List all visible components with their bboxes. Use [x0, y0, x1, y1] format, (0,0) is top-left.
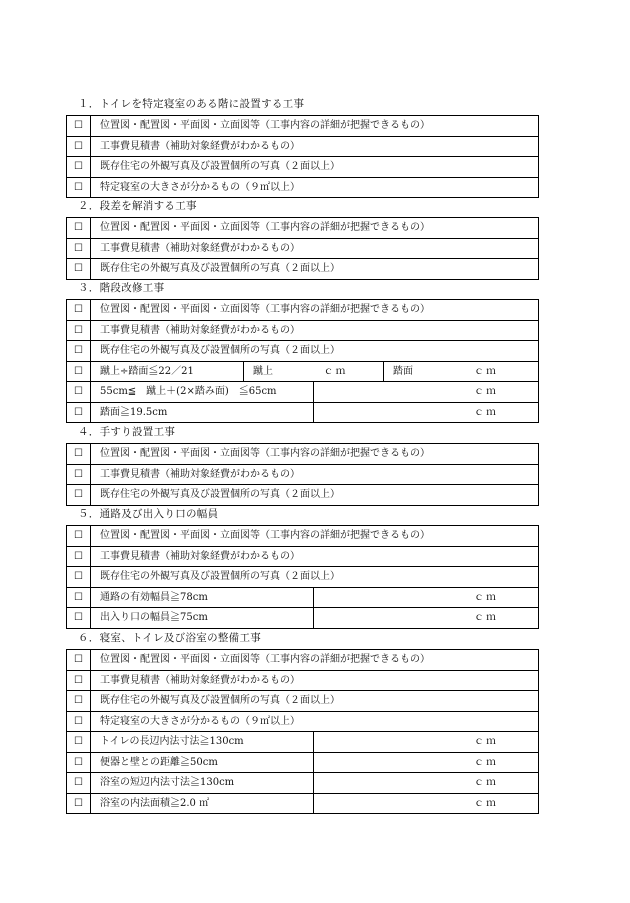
- item-label: 工事費見積書（補助対象経費がわかるもの）: [91, 136, 539, 157]
- checklist-row: [67, 691, 539, 712]
- checklist-row: [67, 732, 539, 753]
- item-label: 位置図・配置図・平面図・立面図等（工事内容の詳細が把握できるもの）: [91, 300, 539, 321]
- checklist-row: [67, 567, 539, 588]
- item-label: 55cm≦ 蹴上＋(2×踏み面) ≦65cm: [91, 382, 314, 403]
- value-unit[interactable]: ｃｍ: [314, 608, 539, 629]
- checkbox[interactable]: ☐: [67, 526, 91, 547]
- item-label: 工事費見積書（補助対象経費がわかるもの）: [91, 670, 539, 691]
- checklist-row: [67, 218, 539, 239]
- item-label: 蹴上÷踏面≦22／21: [91, 361, 244, 382]
- value-unit[interactable]: ｃｍ: [314, 587, 539, 608]
- checklist-row: [67, 157, 539, 178]
- riser-unit[interactable]: ｃｍ: [314, 361, 384, 382]
- checkbox[interactable]: ☐: [67, 157, 91, 178]
- checklist-row: [67, 382, 539, 403]
- checklist-row: [67, 116, 539, 137]
- item-label: 位置図・配置図・平面図・立面図等（工事内容の詳細が把握できるもの）: [91, 116, 539, 137]
- checklist-row: [67, 402, 539, 423]
- checklist-row: [67, 485, 539, 506]
- item-label: 既存住宅の外観写真及び設置個所の写真（２面以上）: [91, 157, 539, 178]
- checkbox[interactable]: ☐: [67, 711, 91, 732]
- item-label: 既存住宅の外観写真及び設置個所の写真（２面以上）: [91, 485, 539, 506]
- checkbox[interactable]: ☐: [67, 650, 91, 671]
- tread-label: 踏面: [384, 361, 447, 382]
- checklist-row: [67, 608, 539, 629]
- item-label: 踏面≧19.5cm: [91, 402, 314, 423]
- checklist-row: [67, 177, 539, 198]
- item-label: 位置図・配置図・平面図・立面図等（工事内容の詳細が把握できるもの）: [91, 650, 539, 671]
- item-label: 位置図・配置図・平面図・立面図等（工事内容の詳細が把握できるもの）: [91, 218, 539, 239]
- section-5-heading: ５．通路及び出入り口の幅員: [78, 508, 219, 520]
- checklist-row: [67, 526, 539, 547]
- section-4-table: [66, 443, 539, 506]
- checklist-row: [67, 546, 539, 567]
- checkbox[interactable]: ☐: [67, 341, 91, 362]
- riser-label: 蹴上: [244, 361, 314, 382]
- tread-unit[interactable]: ｃｍ: [447, 361, 539, 382]
- item-label: 工事費見積書（補助対象経費がわかるもの）: [91, 464, 539, 485]
- value-unit[interactable]: ｃｍ: [314, 402, 539, 423]
- checkbox[interactable]: ☐: [67, 218, 91, 239]
- item-label: 出入り口の幅員≧75cm: [91, 608, 314, 629]
- item-label: 既存住宅の外観写真及び設置個所の写真（２面以上）: [91, 341, 539, 362]
- checkbox[interactable]: ☐: [67, 691, 91, 712]
- item-label: トイレの長辺内法寸法≧130cm: [91, 732, 314, 753]
- checkbox[interactable]: ☐: [67, 793, 91, 814]
- checklist-row: [67, 444, 539, 465]
- section-3-table: [66, 299, 539, 423]
- checklist-row: [67, 259, 539, 280]
- checklist-row: [67, 587, 539, 608]
- item-label: 工事費見積書（補助対象経費がわかるもの）: [91, 238, 539, 259]
- checkbox[interactable]: ☐: [67, 177, 91, 198]
- checkbox[interactable]: ☐: [67, 444, 91, 465]
- checkbox[interactable]: ☐: [67, 259, 91, 280]
- section-1-table: [66, 115, 539, 198]
- checkbox[interactable]: ☐: [67, 238, 91, 259]
- item-label: 既存住宅の外観写真及び設置個所の写真（２面以上）: [91, 259, 539, 280]
- checklist-row: [67, 670, 539, 691]
- item-label: 既存住宅の外観写真及び設置個所の写真（２面以上）: [91, 691, 539, 712]
- checklist-row: [67, 773, 539, 794]
- section-6-heading: ６．寝室、トイレ及び浴室の整備工事: [78, 632, 262, 644]
- checklist-row: [67, 650, 539, 671]
- section-6-table: [66, 649, 539, 814]
- checkbox[interactable]: ☐: [67, 116, 91, 137]
- item-label: 工事費見積書（補助対象経費がわかるもの）: [91, 320, 539, 341]
- item-label: 特定寝室の大きさが分かるもの（９㎡以上）: [91, 711, 539, 732]
- checklist-row: [67, 136, 539, 157]
- checklist-row: [67, 711, 539, 732]
- section-4-heading: ４．手すり設置工事: [78, 426, 176, 438]
- section-5-table: [66, 525, 539, 629]
- checkbox[interactable]: ☐: [67, 464, 91, 485]
- checklist-row: [67, 320, 539, 341]
- value-unit[interactable]: ｃｍ: [314, 793, 539, 814]
- checkbox[interactable]: ☐: [67, 608, 91, 629]
- checklist-row: [67, 464, 539, 485]
- item-label: 既存住宅の外観写真及び設置個所の写真（２面以上）: [91, 567, 539, 588]
- checkbox[interactable]: ☐: [67, 546, 91, 567]
- checkbox[interactable]: ☐: [67, 567, 91, 588]
- value-unit[interactable]: ｃｍ: [314, 752, 539, 773]
- value-unit[interactable]: ｃｍ: [314, 773, 539, 794]
- checklist-row: [67, 361, 539, 382]
- checklist-row: [67, 793, 539, 814]
- section-1-heading: １．トイレを特定寝室のある階に設置する工事: [78, 98, 305, 110]
- checkbox[interactable]: ☐: [67, 402, 91, 423]
- item-label: 通路の有効幅員≧78cm: [91, 587, 314, 608]
- checkbox[interactable]: ☐: [67, 136, 91, 157]
- section-3-heading: ３．階段改修工事: [78, 282, 165, 294]
- checkbox[interactable]: ☐: [67, 320, 91, 341]
- item-label: 位置図・配置図・平面図・立面図等（工事内容の詳細が把握できるもの）: [91, 444, 539, 465]
- checklist-row: [67, 752, 539, 773]
- item-label: 便器と壁との距離≧50cm: [91, 752, 314, 773]
- checklist-row: [67, 300, 539, 321]
- item-label: 特定寝室の大きさが分かるもの（９㎡以上）: [91, 177, 539, 198]
- checkbox[interactable]: ☐: [67, 300, 91, 321]
- value-unit[interactable]: ｃｍ: [314, 382, 539, 403]
- checkbox[interactable]: ☐: [67, 773, 91, 794]
- value-unit[interactable]: ｃｍ: [314, 732, 539, 753]
- checkbox[interactable]: ☐: [67, 361, 91, 382]
- item-label: 浴室の短辺内法寸法≧130cm: [91, 773, 314, 794]
- checklist-row: [67, 238, 539, 259]
- section-2-heading: ２．段差を解消する工事: [78, 200, 197, 212]
- checklist-row: [67, 341, 539, 362]
- checkbox[interactable]: ☐: [67, 670, 91, 691]
- item-label: 位置図・配置図・平面図・立面図等（工事内容の詳細が把握できるもの）: [91, 526, 539, 547]
- checkbox[interactable]: ☐: [67, 587, 91, 608]
- checkbox[interactable]: ☐: [67, 485, 91, 506]
- checkbox[interactable]: ☐: [67, 732, 91, 753]
- item-label: 浴室の内法面積≧2.0 ㎡: [91, 793, 314, 814]
- section-2-table: [66, 217, 539, 280]
- item-label: 工事費見積書（補助対象経費がわかるもの）: [91, 546, 539, 567]
- checkbox[interactable]: ☐: [67, 382, 91, 403]
- checkbox[interactable]: ☐: [67, 752, 91, 773]
